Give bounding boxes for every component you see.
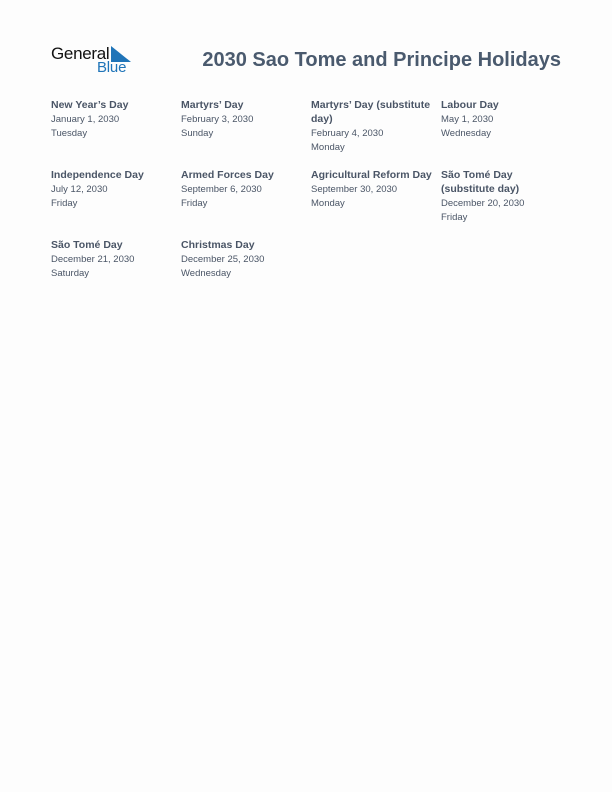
holiday-date: December 21, 2030 — [51, 254, 135, 265]
holiday-date: July 12, 2030 — [51, 184, 108, 195]
holiday-item — [311, 168, 441, 238]
holiday-name: São Tomé Day — [51, 239, 123, 251]
holiday-date: December 20, 2030 — [441, 198, 525, 209]
holiday-weekday: Wednesday — [441, 128, 491, 139]
holiday-name: Christmas Day — [181, 239, 255, 251]
holiday-item — [181, 168, 311, 238]
holiday-weekday: Saturday — [51, 268, 90, 279]
holiday-date: September 6, 2030 — [181, 184, 262, 195]
holiday-weekday: Friday — [181, 198, 208, 209]
holiday-item — [181, 238, 311, 308]
holiday-item — [441, 98, 571, 168]
holiday-item — [181, 98, 311, 168]
holiday-grid — [51, 98, 571, 308]
holiday-name: São Tomé Day (substitute day) — [441, 169, 520, 195]
holiday-weekday: Wednesday — [181, 268, 231, 279]
holiday-weekday: Sunday — [181, 128, 214, 139]
holiday-name: Martyrs’ Day (substitute day) — [311, 99, 431, 125]
holiday-name: Agricultural Reform Day — [311, 169, 432, 181]
holiday-weekday: Monday — [311, 142, 345, 153]
holiday-item — [51, 168, 181, 238]
holiday-name: New Year’s Day — [51, 99, 129, 111]
holiday-date: February 3, 2030 — [181, 114, 254, 125]
holiday-name: Armed Forces Day — [181, 169, 274, 181]
logo-blue-text: Blue — [97, 59, 127, 76]
page-title: 2030 Sao Tome and Principe Holidays — [202, 49, 561, 71]
holiday-date: February 4, 2030 — [311, 128, 384, 139]
holiday-weekday: Friday — [441, 212, 468, 223]
holiday-date: May 1, 2030 — [441, 114, 494, 125]
holiday-item — [51, 98, 181, 168]
holiday-item — [311, 98, 441, 168]
logo-general-text: General — [51, 44, 110, 63]
holiday-date: January 1, 2030 — [51, 114, 120, 125]
holiday-item — [441, 168, 571, 238]
holiday-item — [51, 238, 181, 308]
holiday-weekday: Tuesday — [51, 128, 88, 139]
holiday-date: December 25, 2030 — [181, 254, 265, 265]
holiday-name: Martyrs’ Day — [181, 99, 244, 111]
holiday-name: Independence Day — [51, 169, 144, 181]
holiday-weekday: Monday — [311, 198, 345, 209]
generalblue-logo — [51, 44, 133, 76]
holiday-name: Labour Day — [441, 99, 499, 111]
holiday-date: September 30, 2030 — [311, 184, 398, 195]
holiday-weekday: Friday — [51, 198, 78, 209]
